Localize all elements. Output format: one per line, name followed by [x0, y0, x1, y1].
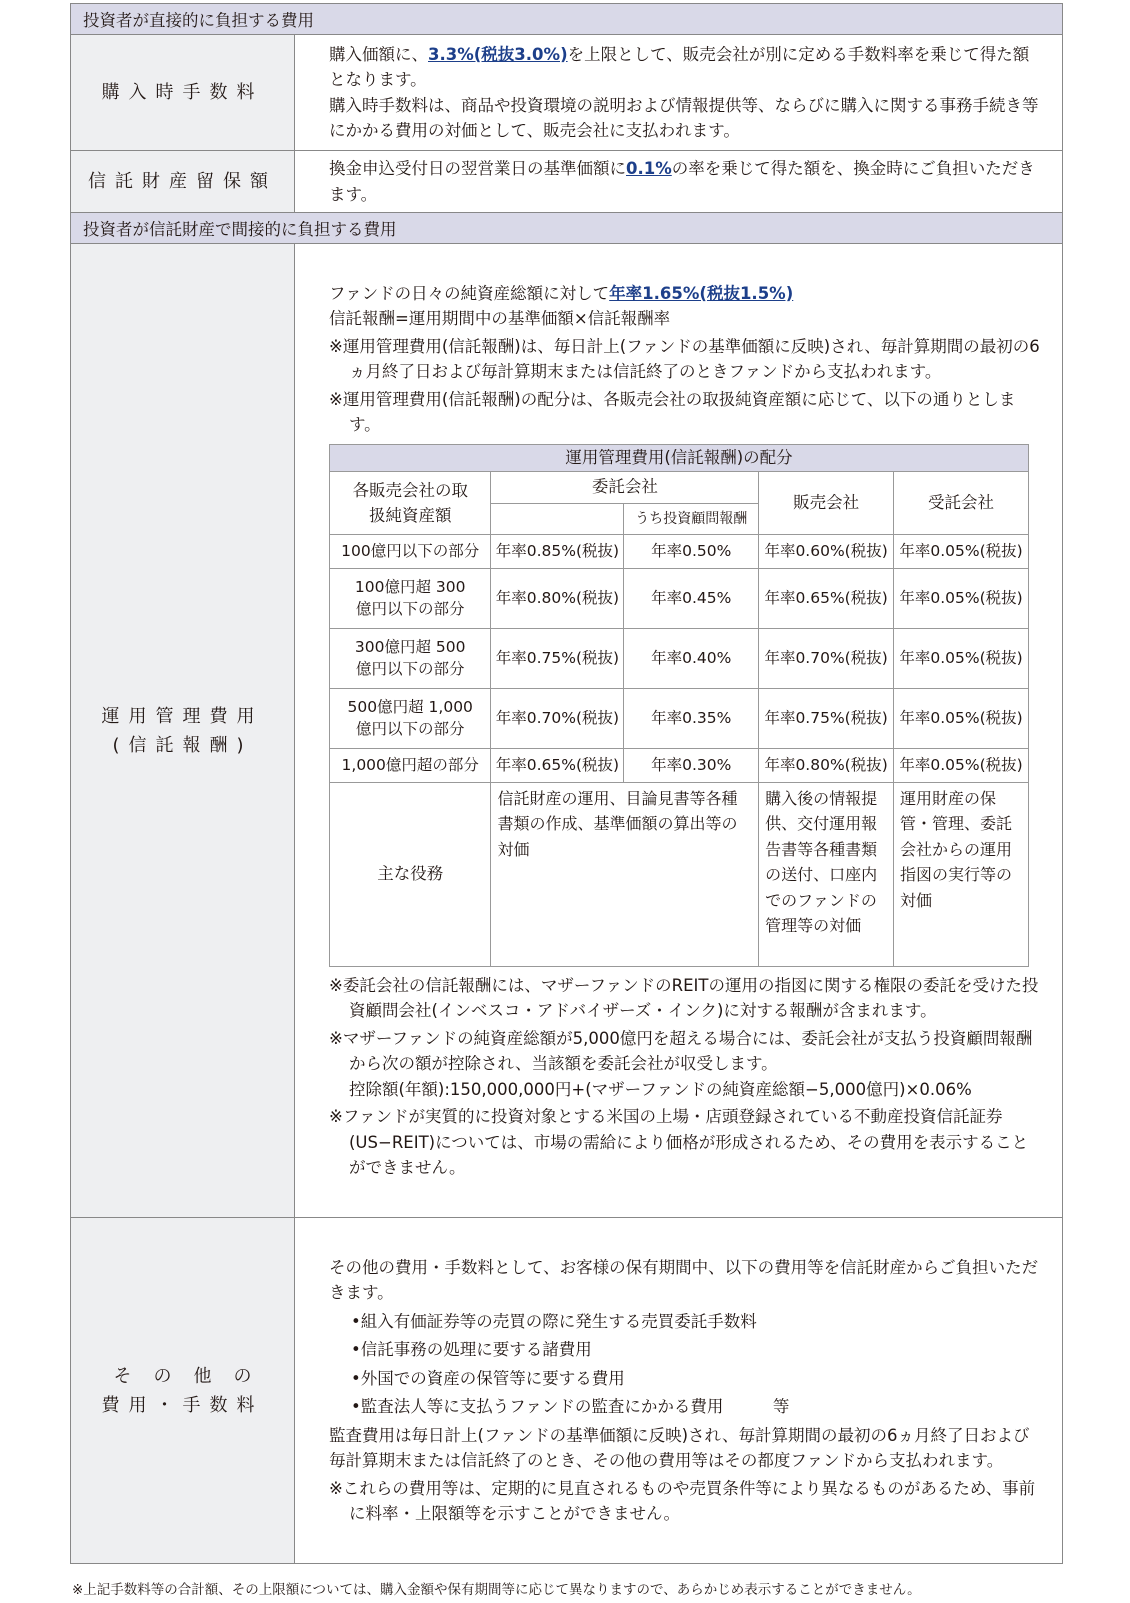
advisor-rate: 年率0.45% — [624, 568, 759, 628]
other-fees-note: ※これらの費用等は、定期的に見直されるものや売買条件等により異なるものがあるため、事前に料率・上限額等を示すことができません。 — [329, 1478, 1036, 1523]
table-row — [330, 534, 1029, 568]
table-row — [330, 628, 1029, 688]
management-fee-content — [295, 244, 1063, 1218]
purchase-fee-paragraph-1: 購入価額に、3.3%(税抜3.0%)を上限として、販売会社が別に定める手数料率を乗じて得た額となります。 — [329, 44, 1030, 89]
purchase-fee-rate: 3.3%(税抜3.0%) — [428, 44, 568, 64]
advisor-rate: 年率0.40% — [624, 628, 759, 688]
other-fees-label: その他の 費用・手数料 — [71, 1218, 295, 1564]
consignor-rate: 年率0.85%(税抜) — [491, 534, 624, 568]
management-fee-rate: 年率1.65%(税抜1.5%) — [609, 283, 794, 303]
purchase-fee-label: 購入時手数料 — [71, 35, 295, 151]
management-fee-note-5: ※ファンドが実質的に投資対象とする米国の上場・店頭登録されている不動産投資信託証券(US−REIT)については、市場の需給により価格が形成されるため、その費用を表示することができません。 — [329, 1107, 1029, 1177]
list-item: •外国での資産の保管等に要する費用 — [351, 1368, 625, 1388]
col-header-distributor: 販売会社 — [759, 471, 894, 534]
duty-label: 主な役務 — [330, 782, 491, 966]
footer-note: ※上記手数料等の合計額、その上限額については、購入金額や保有期間等に応じて異なりますので、あらかじめ表示することができません。 — [72, 1582, 921, 1598]
table-row — [330, 688, 1029, 748]
advisor-rate: 年率0.35% — [624, 688, 759, 748]
retention-label: 信託財産留保額 — [71, 151, 295, 213]
list-item: •監査法人等に支払うファンドの監査にかかる費用 等 — [351, 1397, 790, 1416]
fee-table — [70, 3, 1063, 1564]
consignor-rate: 年率0.70%(税抜) — [491, 688, 624, 748]
deduction-formula: 控除額(年額):150,000,000円+(マザーファンドの純資産総額−5,000億円)×0.06% — [349, 1079, 972, 1099]
distributor-rate: 年率0.75%(税抜) — [759, 688, 894, 748]
col-header-consignor: 委託会社 — [491, 471, 759, 503]
trustee-rate: 年率0.05%(税抜) — [894, 688, 1029, 748]
tier-cell: 500億円超 1,000億円以下の部分 — [330, 688, 491, 748]
trustee-rate: 年率0.05%(税抜) — [894, 628, 1029, 688]
consignor-rate: 年率0.80%(税抜) — [491, 568, 624, 628]
purchase-fee-paragraph-2: 購入時手数料は、商品や投資環境の説明および情報提供等、ならびに購入に関する事務手続き等にかかる費用の対価として、販売会社に支払われます。 — [329, 95, 1039, 140]
retention-content: 換金申込受付日の翌営業日の基準価額に0.1%の率を乗じて得た額を、換金時にご負担いただきます。 — [295, 151, 1063, 213]
other-fees-content — [295, 1218, 1063, 1564]
tier-cell: 300億円超 500億円以下の部分 — [330, 628, 491, 688]
advisor-rate: 年率0.50% — [624, 534, 759, 568]
advisor-rate: 年率0.30% — [624, 748, 759, 782]
management-fee-note-1: ※運用管理費用(信託報酬)は、毎日計上(ファンドの基準価額に反映)され、毎計算期間の最初の6ヵ月終了日および毎計算期末または信託終了のときファンドから支払われます。 — [329, 336, 1040, 381]
consignor-rate: 年率0.65%(税抜) — [491, 748, 624, 782]
duty-distributor: 購入後の情報提供、交付運用報告書等各種書類の送付、口座内でのファンドの管理等の対価 — [759, 782, 894, 966]
retention-rate: 0.1% — [626, 159, 672, 178]
purchase-fee-content — [295, 35, 1063, 151]
tier-cell: 100億円超 300億円以下の部分 — [330, 568, 491, 628]
list-item: •組入有価証券等の売買の際に発生する売買委託手数料 — [351, 1311, 757, 1331]
section-header-indirect: 投資者が信託財産で間接的に負担する費用 — [71, 213, 1063, 244]
trustee-rate: 年率0.05%(税抜) — [894, 534, 1029, 568]
tier-cell: 1,000億円超の部分 — [330, 748, 491, 782]
management-fee-note-3: ※委託会社の信託報酬には、マザーファンドのREITの運用の指図に関する権限の委託を受けた投資顧問会社(インベスコ・アドバイザーズ・インク)に対する報酬が含まれます。 — [329, 975, 1039, 1020]
tier-cell: 100億円以下の部分 — [330, 534, 491, 568]
management-fee-label: 運用管理費用 (信託報酬) — [71, 244, 295, 1218]
table-row — [330, 568, 1029, 628]
management-fee-formula: 信託報酬=運用期間中の基準価額×信託報酬率 — [329, 309, 671, 328]
consignor-rate: 年率0.75%(税抜) — [491, 628, 624, 688]
distributor-rate: 年率0.70%(税抜) — [759, 628, 894, 688]
section-header-direct: 投資者が直接的に負担する費用 — [71, 4, 1063, 35]
duty-row — [330, 782, 1029, 966]
distributor-rate: 年率0.65%(税抜) — [759, 568, 894, 628]
management-fee-intro: ファンドの日々の純資産総額に対して年率1.65%(税抜1.5%) — [329, 283, 794, 303]
fee-table-page — [70, 3, 1062, 1564]
table-row — [330, 748, 1029, 782]
other-fees-intro: その他の費用・手数料として、お客様の保有期間中、以下の費用等を信託財産からご負担いただきます。 — [329, 1257, 1039, 1302]
trustee-rate: 年率0.05%(税抜) — [894, 568, 1029, 628]
distributor-rate: 年率0.80%(税抜) — [759, 748, 894, 782]
col-header-amount: 各販売会社の取扱純資産額 — [330, 471, 491, 534]
duty-consignor: 信託財産の運用、目論見書等各種書類の作成、基準価額の算出等の対価 — [491, 782, 759, 966]
management-fee-note-4: ※マザーファンドの純資産総額が5,000億円を超える場合には、委託会社が支払う投資顧問報酬から次の額が控除され、当該額を委託会社が収受します。 — [329, 1028, 1033, 1073]
duty-trustee: 運用財産の保管・管理、委託会社からの運用指図の実行等の対価 — [894, 782, 1029, 966]
fee-allocation-table — [329, 444, 1029, 967]
trustee-rate: 年率0.05%(税抜) — [894, 748, 1029, 782]
col-header-trustee: 受託会社 — [894, 471, 1029, 534]
allocation-table-title: 運用管理費用(信託報酬)の配分 — [330, 444, 1029, 471]
distributor-rate: 年率0.60%(税抜) — [759, 534, 894, 568]
management-fee-note-2: ※運用管理費用(信託報酬)の配分は、各販売会社の取扱純資産額に応じて、以下の通りとします。 — [329, 389, 1016, 434]
list-item: •信託事務の処理に要する諸費用 — [351, 1340, 592, 1359]
audit-fee-text: 監査費用は毎日計上(ファンドの基準価額に反映)され、毎計算期間の最初の6ヵ月終了日および毎計算期末または信託終了のとき、その他の費用等はその都度ファンドから支払われます。 — [329, 1425, 1030, 1470]
col-header-advisor: うち投資顧問報酬 — [624, 503, 759, 534]
